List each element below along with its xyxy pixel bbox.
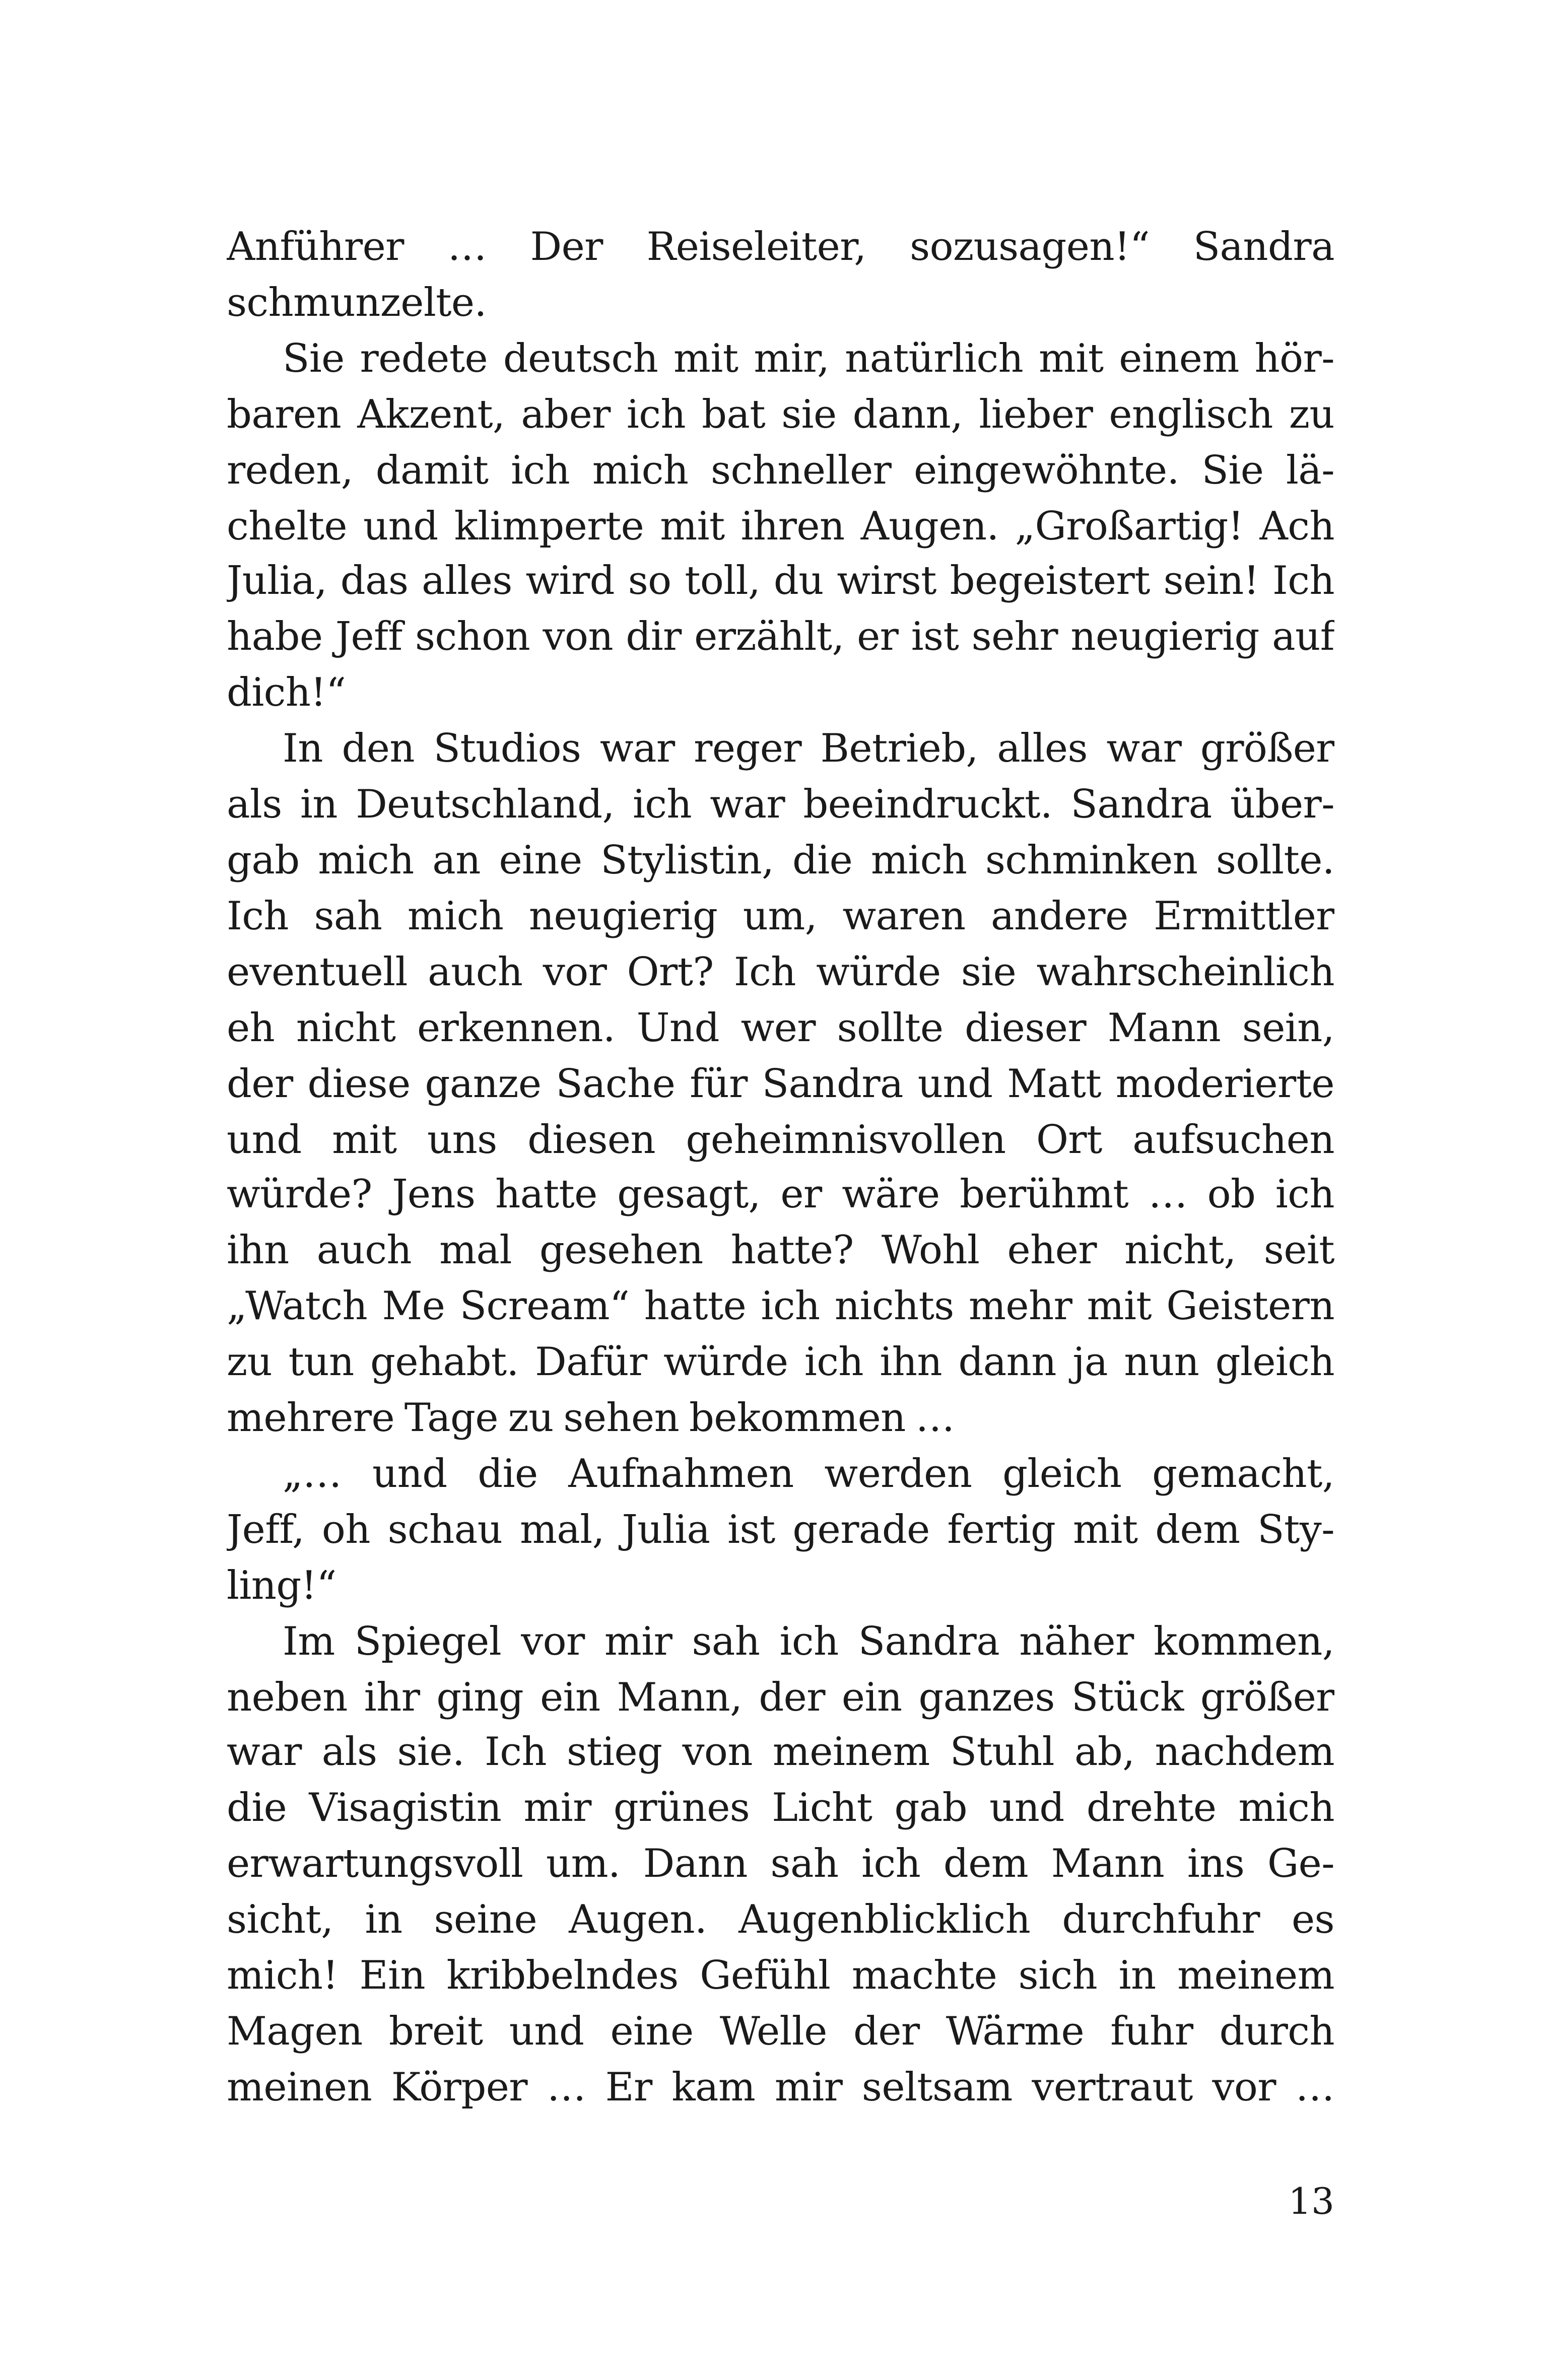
text-line: erwartungsvoll um. Dann sah ich dem Mann ins Ge-	[227, 1842, 1334, 1888]
text-line: Julia, das alles wird so toll, du wirst begeistert sein! Ich	[227, 560, 1334, 605]
text-line: dich!“	[227, 671, 346, 717]
text-line: mehrere Tage zu sehen bekommen …	[227, 1396, 955, 1442]
text-line: neben ihr ging ein Mann, der ein ganzes Stück größer	[227, 1675, 1334, 1721]
text-line: reden, damit ich mich schneller eingewöhnte. Sie lä-	[227, 448, 1334, 494]
text-line: mich! Ein kribbelndes Gefühl machte sich in meinem	[227, 1954, 1334, 2000]
text-line: sicht, in seine Augen. Augenblicklich durchfuhr es	[227, 1898, 1334, 1944]
text-line: baren Akzent, aber ich bat sie dann, lieber englisch zu	[227, 392, 1334, 438]
text-line: habe Jeff schon von dir erzählt, er ist sehr neugierig auf	[227, 616, 1334, 661]
text-line: ling!“	[227, 1563, 336, 1609]
text-line: eventuell auch vor Ort? Ich würde sie wahrscheinlich	[227, 950, 1334, 996]
page-number: 13	[1288, 2181, 1334, 2223]
text-line: eh nicht erkennen. Und wer sollte dieser Mann sein,	[227, 1006, 1334, 1052]
text-line: Im Spiegel vor mir sah ich Sandra näher kommen,	[283, 1619, 1334, 1665]
text-line: „Watch Me Scream“ hatte ich nichts mehr mit Geistern	[227, 1284, 1334, 1330]
text-line: „… und die Aufnahmen werden gleich gemacht,	[283, 1452, 1334, 1498]
text-line: war als sie. Ich stieg von meinem Stuhl ab, nachdem	[227, 1731, 1334, 1777]
text-line: schmunzelte.	[227, 281, 487, 326]
text-line: und mit uns diesen geheimnisvollen Ort aufsuchen	[227, 1117, 1334, 1163]
text-line: als in Deutschland, ich war beeindruckt. Sandra über-	[227, 783, 1334, 829]
text-line: die Visagistin mir grünes Licht gab und drehte mich	[227, 1787, 1334, 1832]
text-line: Anführer … Der Reiseleiter, sozusagen!“ Sandra	[227, 225, 1334, 270]
text-line: zu tun gehabt. Dafür würde ich ihn dann ja nun gleich	[227, 1340, 1334, 1386]
text-line: Ich sah mich neugierig um, waren andere Ermittler	[227, 894, 1334, 940]
text-line: Magen breit und eine Welle der Wärme fuhr durch	[227, 2010, 1334, 2055]
text-line: Sie redete deutsch mit mir, natürlich mit einem hör-	[283, 336, 1334, 382]
text-line: der diese ganze Sache für Sandra und Matt moderierte	[227, 1061, 1334, 1107]
text-line: chelte und klimperte mit ihren Augen. „Großartig! Ach	[227, 504, 1334, 550]
text-line: meinen Körper … Er kam mir seltsam vertraut vor …	[227, 2065, 1334, 2111]
text-line: ihn auch mal gesehen hatte? Wohl eher nicht, seit	[227, 1229, 1334, 1274]
text-line: Jeff, oh schau mal, Julia ist gerade fertig mit dem Sty-	[227, 1508, 1334, 1553]
text-line: gab mich an eine Stylistin, die mich schminken sollte.	[227, 838, 1334, 884]
body-text	[227, 221, 1334, 2117]
text-line: würde? Jens hatte gesagt, er wäre berühmt … ob ich	[227, 1173, 1334, 1219]
text-line: In den Studios war reger Betrieb, alles war größer	[283, 727, 1334, 773]
